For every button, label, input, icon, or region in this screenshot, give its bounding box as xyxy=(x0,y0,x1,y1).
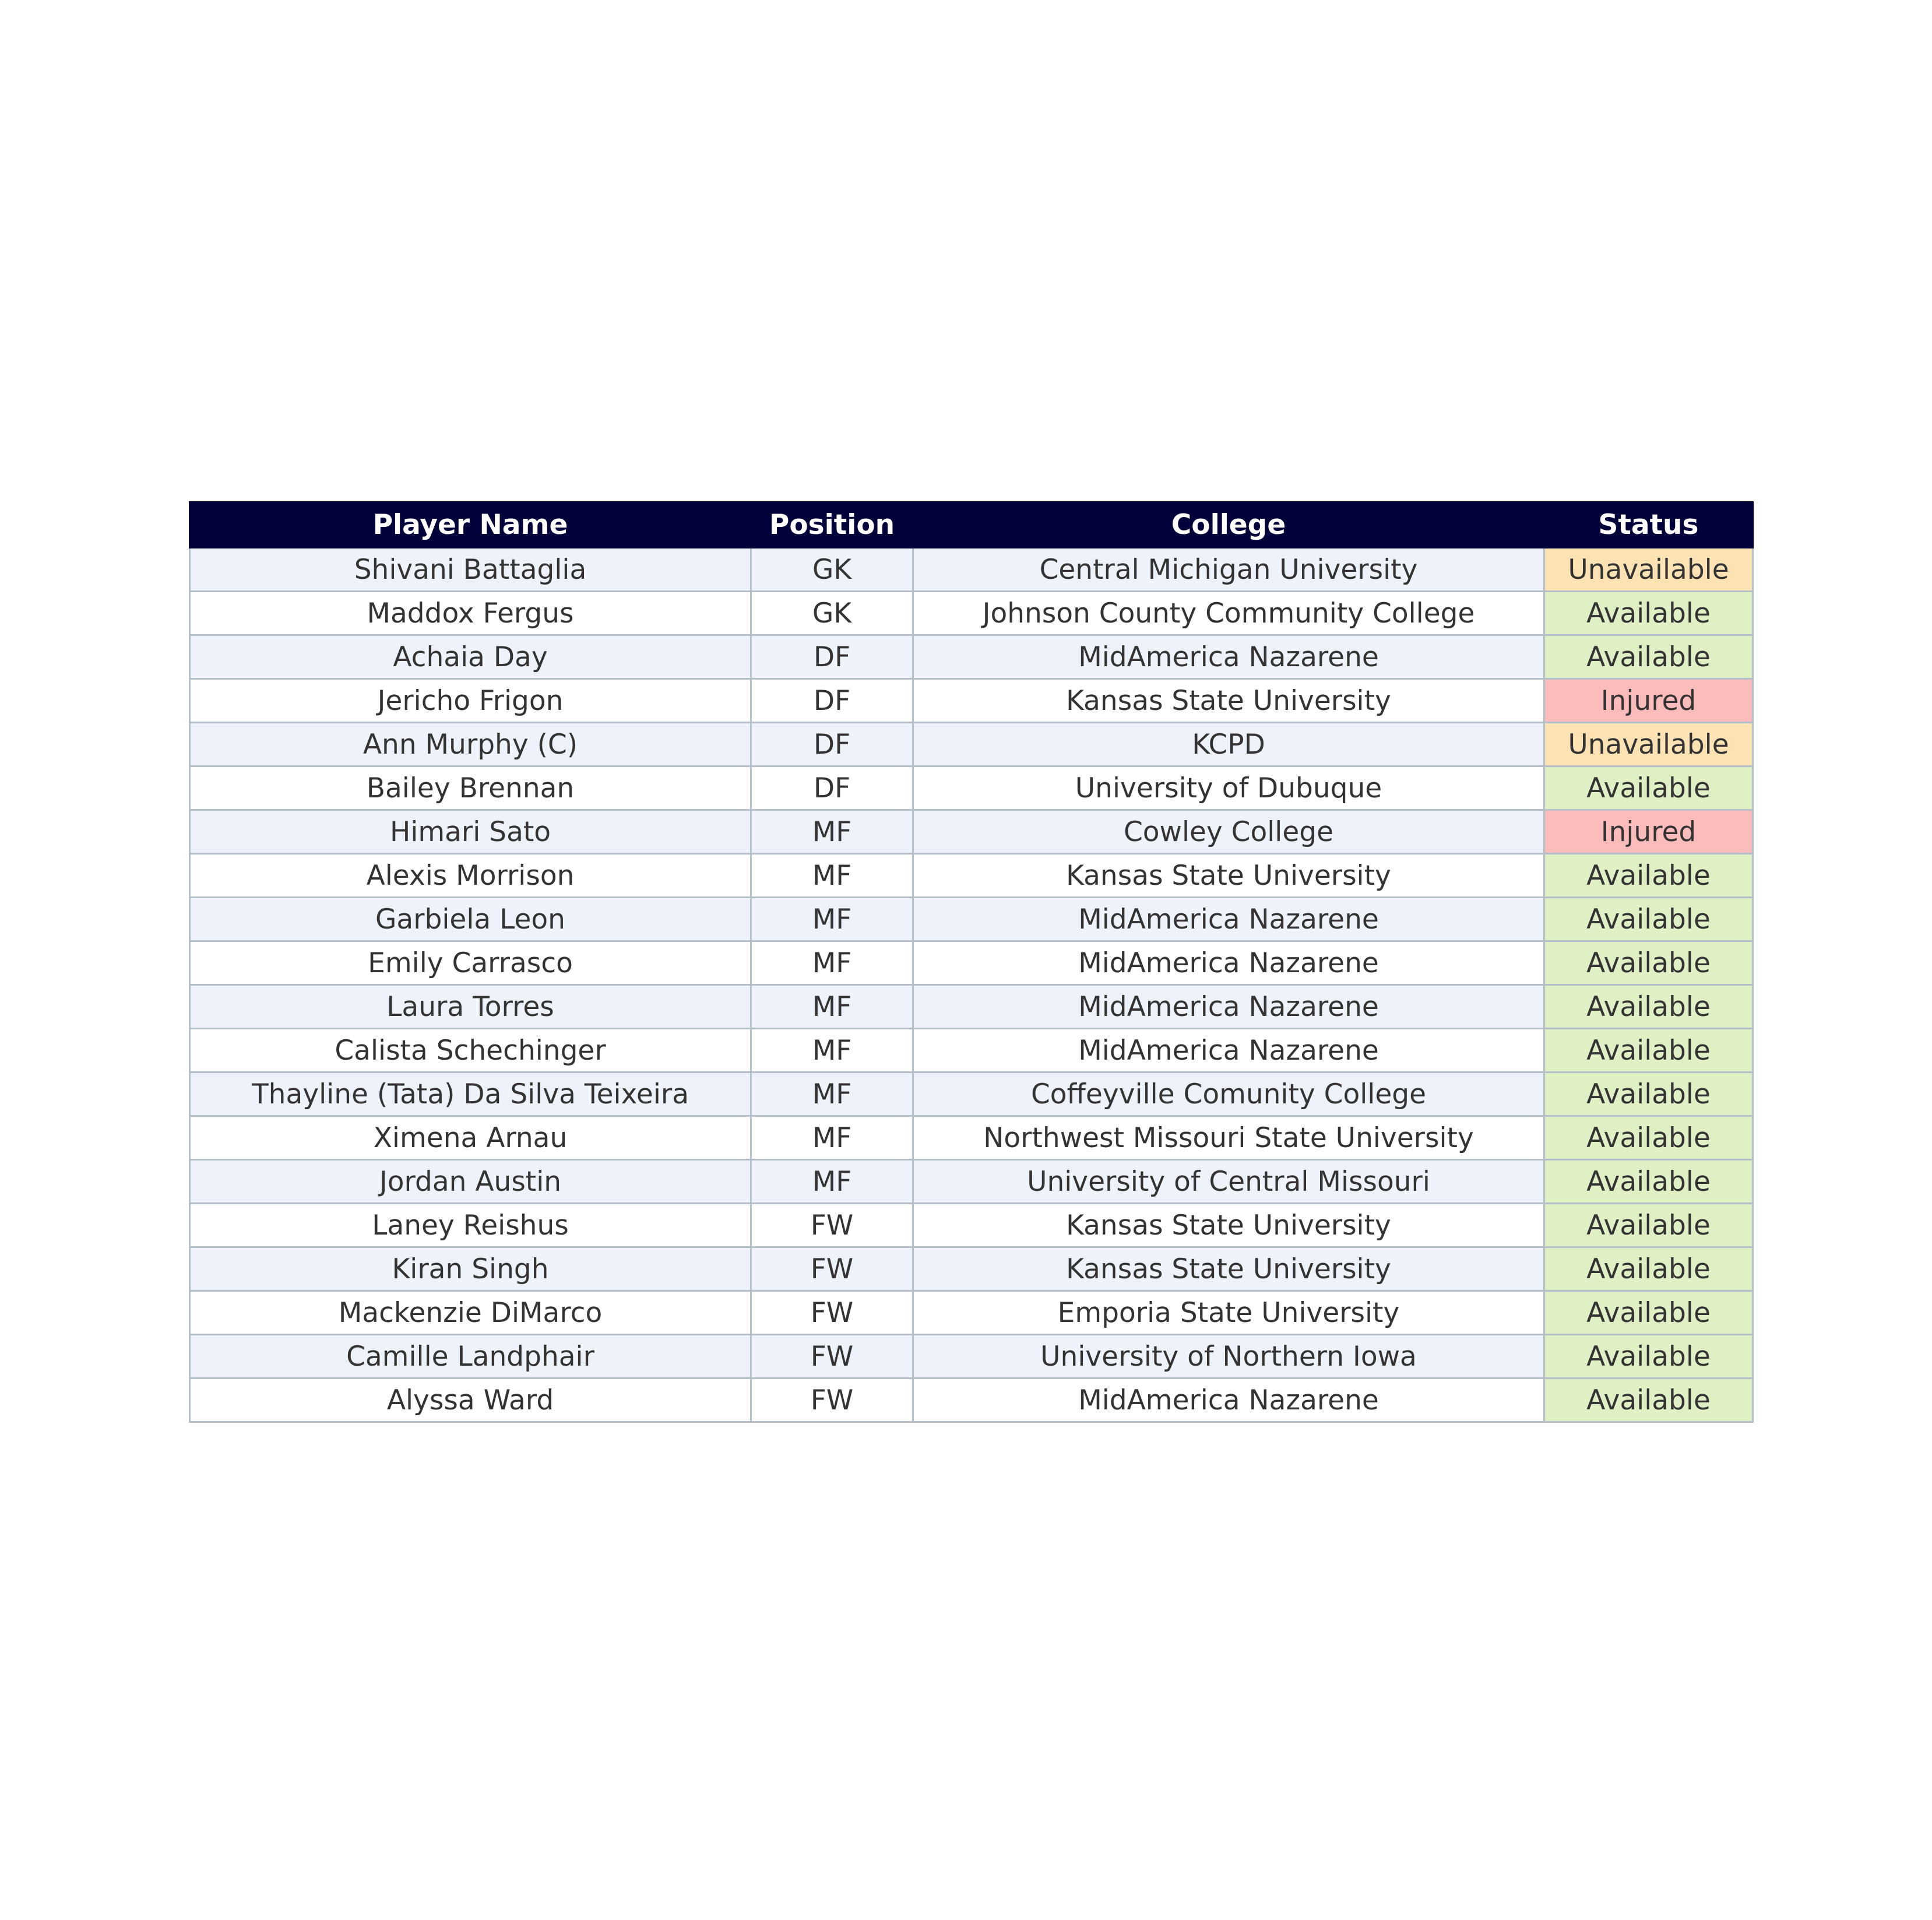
roster-body xyxy=(190,548,1753,1422)
college-cell: Cowley College xyxy=(913,810,1544,854)
status-cell: Available xyxy=(1544,1029,1753,1072)
column-header-position: Position xyxy=(751,502,913,548)
position-cell: MF xyxy=(751,1116,913,1160)
column-header-player-name: Player Name xyxy=(190,502,751,548)
table-row xyxy=(190,985,1753,1029)
college-cell: Emporia State University xyxy=(913,1291,1544,1335)
table-row xyxy=(190,810,1753,854)
status-cell: Unavailable xyxy=(1544,723,1753,766)
position-cell: MF xyxy=(751,985,913,1029)
player-name-cell: Emily Carrasco xyxy=(190,941,751,985)
position-cell: DF xyxy=(751,766,913,810)
table-row xyxy=(190,1029,1753,1072)
status-cell: Available xyxy=(1544,1291,1753,1335)
college-cell: University of Central Missouri xyxy=(913,1160,1544,1204)
college-cell: Kansas State University xyxy=(913,854,1544,898)
position-cell: FW xyxy=(751,1291,913,1335)
player-name-cell: Ann Murphy (C) xyxy=(190,723,751,766)
college-cell: Kansas State University xyxy=(913,1247,1544,1291)
status-cell: Unavailable xyxy=(1544,548,1753,592)
status-cell: Available xyxy=(1544,1335,1753,1379)
position-cell: MF xyxy=(751,1029,913,1072)
player-name-cell: Ximena Arnau xyxy=(190,1116,751,1160)
position-cell: MF xyxy=(751,941,913,985)
status-cell: Available xyxy=(1544,766,1753,810)
position-cell: MF xyxy=(751,898,913,941)
college-cell: Kansas State University xyxy=(913,1204,1544,1247)
position-cell: MF xyxy=(751,1072,913,1116)
player-name-cell: Alexis Morrison xyxy=(190,854,751,898)
table-row xyxy=(190,1247,1753,1291)
table-row xyxy=(190,592,1753,635)
table-row xyxy=(190,1116,1753,1160)
position-cell: FW xyxy=(751,1379,913,1422)
table-row xyxy=(190,1335,1753,1379)
player-name-cell: Jordan Austin xyxy=(190,1160,751,1204)
position-cell: MF xyxy=(751,854,913,898)
player-name-cell: Camille Landphair xyxy=(190,1335,751,1379)
roster-table xyxy=(189,501,1754,1423)
status-cell: Available xyxy=(1544,1160,1753,1204)
status-cell: Available xyxy=(1544,1072,1753,1116)
status-cell: Available xyxy=(1544,1204,1753,1247)
player-name-cell: Maddox Fergus xyxy=(190,592,751,635)
position-cell: GK xyxy=(751,592,913,635)
table-row xyxy=(190,635,1753,679)
college-cell: MidAmerica Nazarene xyxy=(913,635,1544,679)
position-cell: DF xyxy=(751,635,913,679)
college-cell: Johnson County Community College xyxy=(913,592,1544,635)
status-cell: Available xyxy=(1544,1116,1753,1160)
table-row xyxy=(190,679,1753,723)
table-row xyxy=(190,1204,1753,1247)
position-cell: FW xyxy=(751,1247,913,1291)
column-header-college: College xyxy=(913,502,1544,548)
college-cell: Kansas State University xyxy=(913,679,1544,723)
status-cell: Available xyxy=(1544,592,1753,635)
table-row xyxy=(190,1379,1753,1422)
college-cell: University of Northern Iowa xyxy=(913,1335,1544,1379)
status-cell: Injured xyxy=(1544,810,1753,854)
college-cell: MidAmerica Nazarene xyxy=(913,1379,1544,1422)
player-name-cell: Bailey Brennan xyxy=(190,766,751,810)
player-name-cell: Thayline (Tata) Da Silva Teixeira xyxy=(190,1072,751,1116)
status-cell: Available xyxy=(1544,941,1753,985)
table-row xyxy=(190,941,1753,985)
status-cell: Available xyxy=(1544,635,1753,679)
player-name-cell: Garbiela Leon xyxy=(190,898,751,941)
position-cell: MF xyxy=(751,1160,913,1204)
position-cell: FW xyxy=(751,1335,913,1379)
table-row xyxy=(190,854,1753,898)
player-name-cell: Alyssa Ward xyxy=(190,1379,751,1422)
college-cell: MidAmerica Nazarene xyxy=(913,985,1544,1029)
college-cell: MidAmerica Nazarene xyxy=(913,941,1544,985)
status-cell: Available xyxy=(1544,985,1753,1029)
college-cell: University of Dubuque xyxy=(913,766,1544,810)
position-cell: DF xyxy=(751,679,913,723)
table-row xyxy=(190,1160,1753,1204)
college-cell: Central Michigan University xyxy=(913,548,1544,592)
table-row xyxy=(190,723,1753,766)
college-cell: MidAmerica Nazarene xyxy=(913,1029,1544,1072)
status-cell: Available xyxy=(1544,854,1753,898)
table-row xyxy=(190,898,1753,941)
player-name-cell: Shivani Battaglia xyxy=(190,548,751,592)
position-cell: MF xyxy=(751,810,913,854)
player-name-cell: Achaia Day xyxy=(190,635,751,679)
table-row xyxy=(190,1072,1753,1116)
status-cell: Available xyxy=(1544,1379,1753,1422)
player-name-cell: Jericho Frigon xyxy=(190,679,751,723)
player-name-cell: Himari Sato xyxy=(190,810,751,854)
column-header-status: Status xyxy=(1544,502,1753,548)
status-cell: Available xyxy=(1544,898,1753,941)
header-row xyxy=(190,502,1753,548)
position-cell: FW xyxy=(751,1204,913,1247)
player-name-cell: Laney Reishus xyxy=(190,1204,751,1247)
player-name-cell: Laura Torres xyxy=(190,985,751,1029)
college-cell: Coffeyville Comunity College xyxy=(913,1072,1544,1116)
player-name-cell: Kiran Singh xyxy=(190,1247,751,1291)
table-row xyxy=(190,1291,1753,1335)
player-name-cell: Mackenzie DiMarco xyxy=(190,1291,751,1335)
position-cell: DF xyxy=(751,723,913,766)
position-cell: GK xyxy=(751,548,913,592)
college-cell: Northwest Missouri State University xyxy=(913,1116,1544,1160)
college-cell: MidAmerica Nazarene xyxy=(913,898,1544,941)
status-cell: Available xyxy=(1544,1247,1753,1291)
college-cell: KCPD xyxy=(913,723,1544,766)
player-name-cell: Calista Schechinger xyxy=(190,1029,751,1072)
status-cell: Injured xyxy=(1544,679,1753,723)
table-row xyxy=(190,766,1753,810)
table-row xyxy=(190,548,1753,592)
